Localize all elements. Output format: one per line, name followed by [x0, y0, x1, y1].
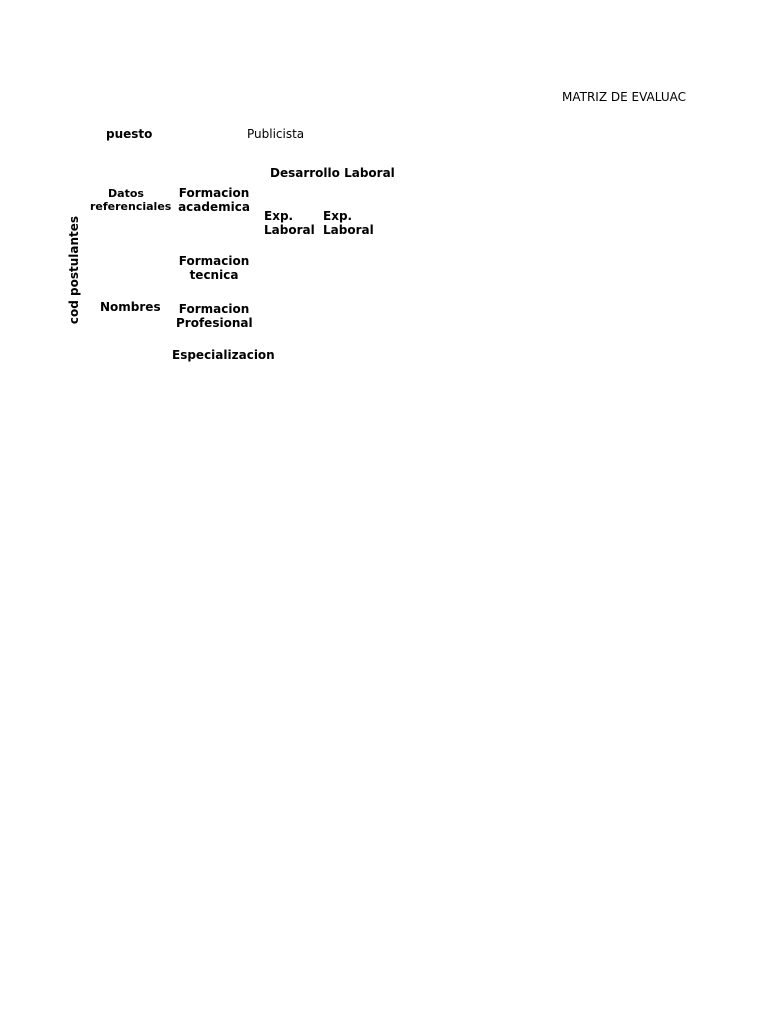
formacion-academica-header: Formacion academica	[178, 186, 250, 214]
cod-postulantes-header: cod postulantes	[67, 215, 81, 325]
exp-laboral-header-1: Exp. Laboral	[264, 209, 315, 237]
puesto-value: Publicista	[247, 127, 305, 141]
exp-laboral-header-2: Exp. Laboral	[323, 209, 374, 237]
datos-referenciales-header: Datos referenciales	[90, 187, 172, 213]
especializacion-header: Especializacion	[172, 348, 275, 362]
formacion-tecnica-header: Formacion tecnica	[178, 254, 250, 282]
desarrollo-laboral-header: Desarrollo Laboral	[270, 166, 395, 180]
document-title: MATRIZ DE EVALUAC	[562, 90, 686, 104]
puesto-label: puesto	[106, 127, 153, 141]
nombres-header: Nombres	[100, 300, 161, 314]
formacion-profesional-header: Formacion Profesional	[176, 302, 253, 330]
